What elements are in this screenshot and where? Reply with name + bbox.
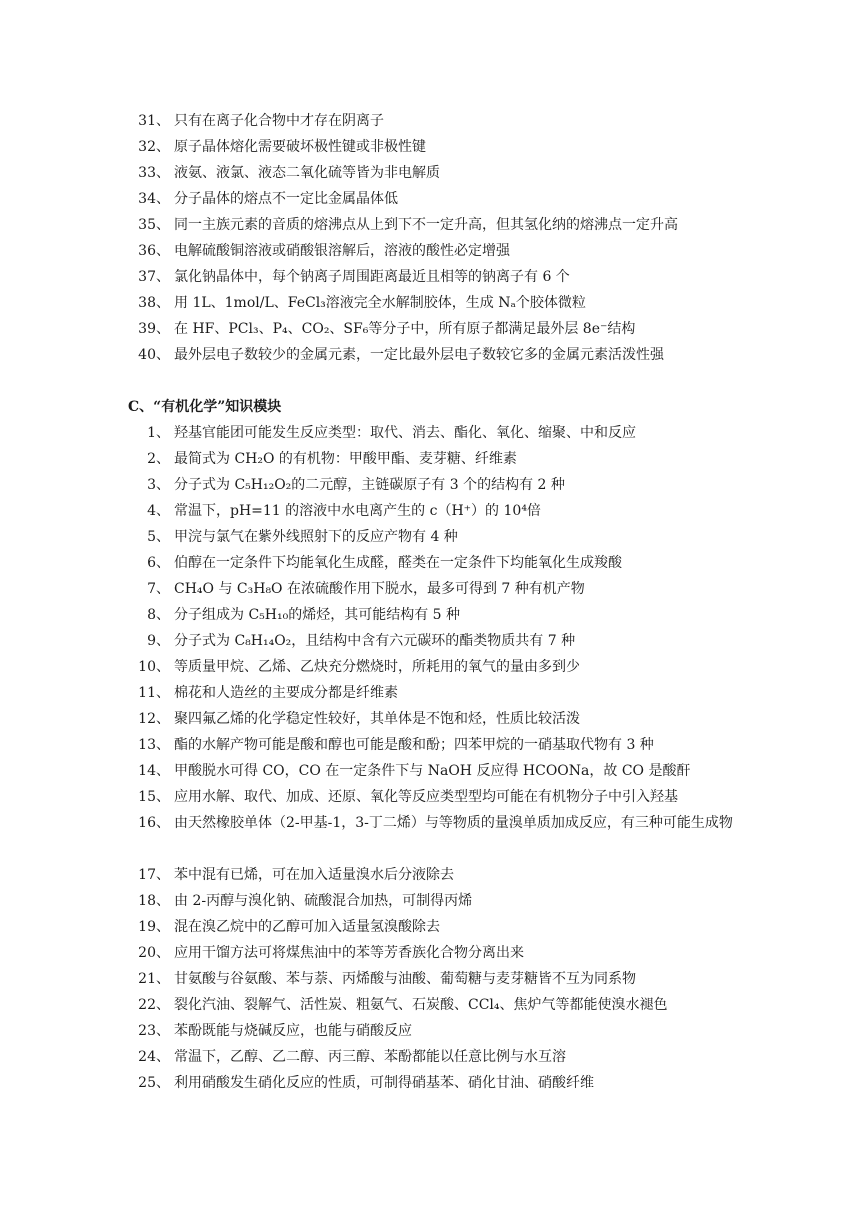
- list-item: [0, 342, 860, 368]
- item-text: 伯醇在一定条件下均能氧化生成醛，醛类在一定条件下均能氧化生成羧酸: [174, 555, 622, 571]
- list-item: [0, 758, 860, 784]
- item-number: 19、: [138, 919, 170, 935]
- item-text: 酯的水解产物可能是酸和醇也可能是酸和酚；四苯甲烷的一硝基取代物有 3 种: [174, 737, 654, 753]
- list-item: [0, 160, 860, 186]
- list-item: [0, 888, 860, 914]
- item-text: 利用硝酸发生硝化反应的性质，可制得硝基苯、硝化甘油、硝酸纤维: [174, 1075, 594, 1091]
- list-item: [0, 862, 860, 888]
- item-number: 24、: [138, 1049, 170, 1065]
- list-item: [0, 914, 860, 940]
- list-item: [0, 498, 860, 524]
- list-item: [0, 186, 860, 212]
- item-text: 分子式为 C₅H₁₂O₂的二元醇，主链碳原子有 3 个的结构有 2 种: [174, 477, 565, 493]
- list-item: [0, 446, 860, 472]
- item-text: 同一主族元素的音质的熔沸点从上到下不一定升高，但其氢化纳的熔沸点一定升高: [174, 217, 678, 233]
- item-text: 最简式为 CH₂O 的有机物：甲酸甲酯、麦芽糖、纤维素: [174, 451, 517, 467]
- item-number: 5、: [147, 529, 170, 545]
- list-item: [0, 576, 860, 602]
- list-item: [0, 1044, 860, 1070]
- list-item: [0, 108, 860, 134]
- item-number: 20、: [138, 945, 170, 961]
- item-text: 甘氨酸与谷氨酸、苯与萘、丙烯酸与油酸、葡萄糖与麦芽糖皆不互为同系物: [174, 971, 636, 987]
- list-item: [0, 680, 860, 706]
- item-number: 25、: [138, 1075, 170, 1091]
- item-number: 22、: [138, 997, 170, 1013]
- item-text: 液氨、液氯、液态二氧化硫等皆为非电解质: [174, 165, 440, 181]
- item-text: 棉花和人造丝的主要成分都是纤维素: [174, 685, 398, 701]
- item-text: 应用水解、取代、加成、还原、氧化等反应类型型均可能在有机物分子中引入羟基: [174, 789, 678, 805]
- item-text: 分子晶体的熔点不一定比金属晶体低: [174, 191, 398, 207]
- list-item: [0, 992, 860, 1018]
- list-item: [0, 654, 860, 680]
- item-number: 9、: [147, 633, 170, 649]
- item-text: 由天然橡胶单体（2-甲基-1，3-丁二烯）与等物质的量溴单质加成反应，有三种可能生成物: [174, 815, 733, 831]
- item-number: 32、: [138, 139, 170, 155]
- item-number: 14、: [138, 763, 170, 779]
- item-number: 13、: [138, 737, 170, 753]
- item-number: 35、: [138, 217, 170, 233]
- item-number: 38、: [138, 295, 170, 311]
- list-item: [0, 966, 860, 992]
- list-item: [0, 550, 860, 576]
- item-number: 33、: [138, 165, 170, 181]
- list-item: [0, 940, 860, 966]
- item-text: 常温下，乙醇、乙二醇、丙三醇、苯酚都能以任意比例与水互溶: [174, 1049, 566, 1065]
- item-number: 7、: [147, 581, 170, 597]
- list-item: [0, 238, 860, 264]
- list-item: [0, 706, 860, 732]
- item-text: 只有在离子化合物中才存在阴离子: [174, 113, 384, 129]
- item-number: 6、: [147, 555, 170, 571]
- list-item: [0, 472, 860, 498]
- item-number: 4、: [147, 503, 170, 519]
- item-number: 16、: [138, 815, 170, 831]
- item-number: 40、: [138, 347, 170, 363]
- item-text: 甲浣与氯气在紫外线照射下的反应产物有 4 种: [174, 529, 458, 545]
- item-text: 苯酚既能与烧碱反应，也能与硝酸反应: [174, 1023, 412, 1039]
- item-number: 23、: [138, 1023, 170, 1039]
- list-item: [0, 602, 860, 628]
- section-heading-organic-chemistry: C、“有机化学”知识模块: [128, 399, 282, 415]
- list-item: [0, 1018, 860, 1044]
- list-item: [0, 134, 860, 160]
- list-item: [0, 1070, 860, 1096]
- item-number: 10、: [138, 659, 170, 675]
- item-text: 氯化钠晶体中，每个钠离子周围距离最近且相等的钠离子有 6 个: [174, 269, 570, 285]
- list-item: [0, 784, 860, 810]
- item-text: 甲酸脱水可得 CO，CO 在一定条件下与 NaOH 反应得 HCOONa，故 CO 是酸酐: [174, 763, 691, 779]
- item-text: 常温下，pH=11 的溶液中水电离产生的 c（H⁺）的 10⁴倍: [174, 503, 541, 519]
- item-text: 羟基官能团可能发生反应类型：取代、消去、酯化、氧化、缩聚、中和反应: [174, 425, 636, 441]
- item-number: 18、: [138, 893, 170, 909]
- item-text: 苯中混有已烯，可在加入适量溴水后分液除去: [174, 867, 454, 883]
- item-text: 应用干馏方法可将煤焦油中的苯等芳香族化合物分离出来: [174, 945, 524, 961]
- item-text: 原子晶体熔化需要破坏极性键或非极性键: [174, 139, 426, 155]
- item-number: 15、: [138, 789, 170, 805]
- item-number: 8、: [147, 607, 170, 623]
- list-item: [0, 732, 860, 758]
- list-item: [0, 290, 860, 316]
- item-text: 裂化汽油、裂解气、活性炭、粗氨气、石炭酸、CCl₄、焦炉气等都能使溴水褪色: [174, 997, 668, 1013]
- list-item: [0, 524, 860, 550]
- list-item: [0, 212, 860, 238]
- item-number: 36、: [138, 243, 170, 259]
- item-number: 21、: [138, 971, 170, 987]
- item-text: 聚四氟乙烯的化学稳定性较好，其单体是不饱和烃，性质比较活泼: [174, 711, 580, 727]
- item-number: 39、: [138, 321, 170, 337]
- item-number: 3、: [147, 477, 170, 493]
- list-item: [0, 420, 860, 446]
- item-number: 11、: [138, 685, 170, 701]
- item-number: 17、: [138, 867, 170, 883]
- item-text: 电解硫酸铜溶液或硝酸银溶解后，溶液的酸性必定增强: [174, 243, 510, 259]
- item-number: 1、: [147, 425, 170, 441]
- list-item: [0, 316, 860, 342]
- item-number: 12、: [138, 711, 170, 727]
- item-number: 37、: [138, 269, 170, 285]
- statement-list-b-continued: [0, 108, 860, 368]
- item-text: 等质量甲烷、乙烯、乙炔充分燃烧时，所耗用的氧气的量由多到少: [174, 659, 580, 675]
- item-text: 最外层电子数较少的金属元素，一定比最外层电子数较它多的金属元素活泼性强: [174, 347, 664, 363]
- list-item: [0, 628, 860, 654]
- item-text: CH₄O 与 C₃H₈O 在浓硫酸作用下脱水，最多可得到 7 种有机产物: [174, 581, 585, 597]
- list-item: [0, 264, 860, 290]
- item-number: 2、: [147, 451, 170, 467]
- item-text: 用 1L、1mol/L、FeCl₃溶液完全水解制胶体，生成 Nₐ个胶体微粒: [174, 295, 586, 311]
- item-number: 34、: [138, 191, 170, 207]
- statement-list-organic: [0, 420, 860, 1096]
- item-text: 分子式为 C₈H₁₄O₂，且结构中含有六元碳环的酯类物质共有 7 种: [174, 633, 576, 649]
- list-item: [0, 810, 860, 862]
- item-text: 分子组成为 C₅H₁₀的烯烃，其可能结构有 5 种: [174, 607, 461, 623]
- item-text: 由 2-丙醇与溴化钠、硫酸混合加热，可制得丙烯: [174, 893, 473, 909]
- item-text: 在 HF、PCl₃、P₄、CO₂、SF₆等分子中，所有原子都满足最外层 8e⁻结构: [174, 321, 636, 337]
- item-text: 混在溴乙烷中的乙醇可加入适量氢溴酸除去: [174, 919, 440, 935]
- item-number: 31、: [138, 113, 170, 129]
